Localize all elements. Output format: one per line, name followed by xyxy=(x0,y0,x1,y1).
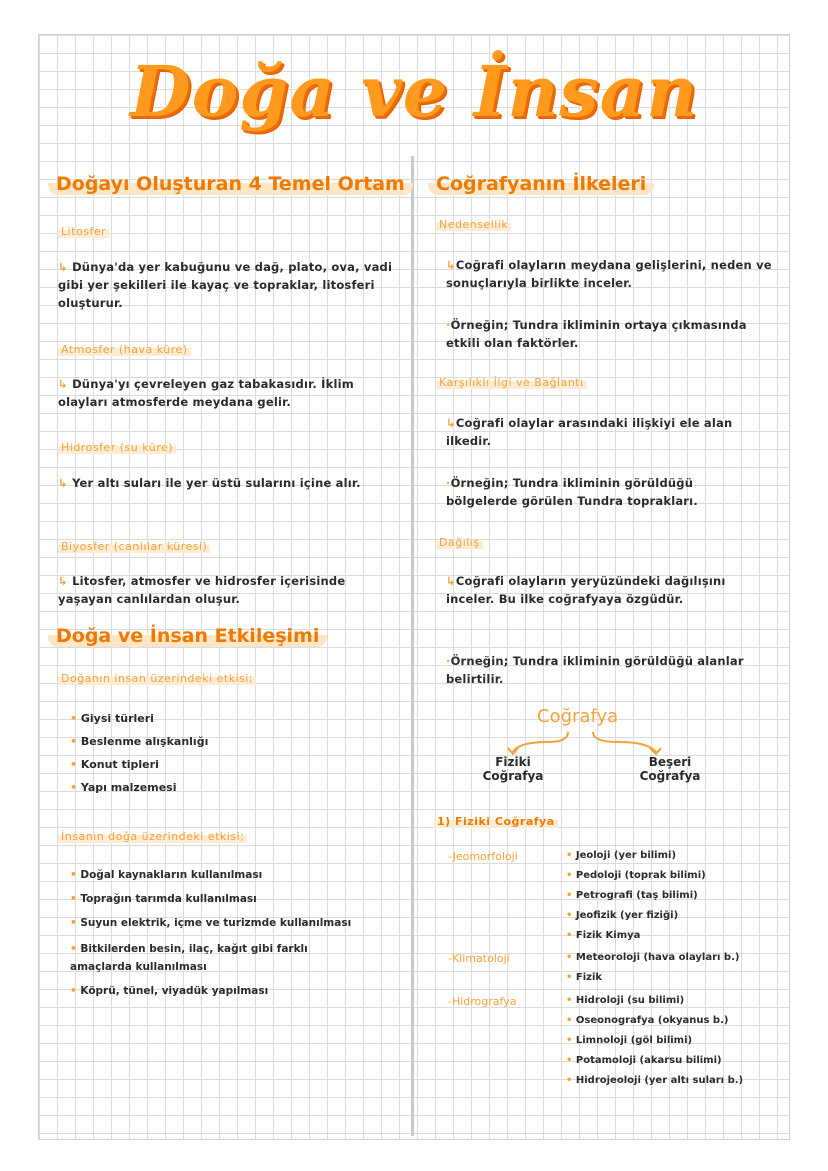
cat-hidrografya: -Hidrografya xyxy=(448,995,517,1008)
label-biyosfer: Biyosfer (canlılar küresi) xyxy=(58,540,210,553)
list-doga-etkisi xyxy=(70,707,208,799)
label-hidrosfer: Hidrosfer (su küre) xyxy=(58,441,176,454)
list-item: • Fizik Kimya xyxy=(566,926,706,946)
text-nedensellik-body: Coğrafi olayların meydana gelişlerini, neden ve sonuçlarıyla birlikte inceler. xyxy=(446,258,772,290)
list-insan-etkisi xyxy=(70,866,370,1006)
list-item: • Suyun elektrik, içme ve turizmde kullanılması xyxy=(70,914,370,932)
heading-fiziki-cografya: 1) Fiziki Coğrafya xyxy=(434,815,558,828)
label-atmosfer: Atmosfer (hava küre) xyxy=(58,343,191,356)
text-nedensellik: ↳Coğrafi olayların meydana gelişlerini, neden ve sonuçlarıyla birlikte inceler. xyxy=(446,258,772,290)
list-item: • Toprağın tarımda kullanılması xyxy=(70,890,370,908)
list-jeomorfoloji xyxy=(566,846,706,946)
label-insan-doga: İnsanın doğa üzerindeki etkisi; xyxy=(58,830,247,843)
heading-etkilesim: Doğa ve İnsan Etkileşimi xyxy=(48,625,327,647)
tree-root-cografya: Coğrafya xyxy=(537,706,619,727)
example-karsilikli-body: Örneğin; Tundra ikliminin görüldüğü bölgelerde görülen Tundra toprakları. xyxy=(446,476,698,508)
list-item: • Oseonografya (okyanus b.) xyxy=(566,1011,743,1031)
list-item: • Limnoloji (göl bilimi) xyxy=(566,1031,743,1051)
label-dagilis: Dağılış xyxy=(436,536,483,549)
heading-ilkeler: Coğrafyanın İlkeleri xyxy=(428,173,654,195)
example-nedensellik: ·Örneğin; Tundra ikliminin ortaya çıkmasında etkili olan faktörler. xyxy=(446,318,747,350)
text-litosfer: ↳ Dünya'da yer kabuğunu ve dağ, plato, ova, vadi gibi yer şekilleri ile kayaç ve topraklar, litosferi oluşturur. xyxy=(58,260,393,310)
example-dagilis-body: Örneğin; Tundra ikliminin görüldüğü alanlar belirtilir. xyxy=(446,654,744,686)
list-item: • Fizik xyxy=(566,968,739,988)
text-biyosfer-body: Litosfer, atmosfer ve hidrosfer içerisinde yaşayan canlılardan oluşur. xyxy=(58,574,346,606)
list-item: • Hidrojeoloji (yer altı suları b.) xyxy=(566,1071,743,1091)
label-nedensellik: Nedensellik xyxy=(436,218,511,231)
list-klimatoloji xyxy=(566,948,739,988)
text-dagilis: ↳Coğrafi olayların yeryüzündeki dağılışını inceler. Bu ilke coğrafyaya özgüdür. xyxy=(446,574,726,606)
tree-leaf-fiziki: Fiziki Coğrafya xyxy=(482,755,544,783)
text-hidrosfer-body: Yer altı suları ile yer üstü sularını içine alır. xyxy=(72,476,361,490)
list-hidrografya xyxy=(566,991,743,1091)
label-karsilikli-ilgi: Karşılıklı İlgi ve Bağlantı xyxy=(436,376,587,389)
list-item: • Doğal kaynakların kullanılması xyxy=(70,866,370,884)
label-litosfer: Litosfer xyxy=(58,225,109,238)
column-divider xyxy=(411,156,414,1136)
tree-arrows xyxy=(488,726,688,756)
list-item: • Potamoloji (akarsu bilimi) xyxy=(566,1051,743,1071)
example-dagilis: ·Örneğin; Tundra ikliminin görüldüğü alanlar belirtilir. xyxy=(446,654,744,686)
list-item: • Meteoroloji (hava olayları b.) xyxy=(566,948,739,968)
text-atmosfer: ↳ Dünya'yı çevreleyen gaz tabakasıdır. İklim olayları atmosferde meydana gelir. xyxy=(58,377,354,409)
text-litosfer-body: Dünya'da yer kabuğunu ve dağ, plato, ova, vadi gibi yer şekilleri ile kayaç ve topraklar, litosferi oluşturur. xyxy=(58,260,393,310)
text-atmosfer-body: Dünya'yı çevreleyen gaz tabakasıdır. İklim olayları atmosferde meydana gelir. xyxy=(58,377,354,409)
text-hidrosfer: ↳ Yer altı suları ile yer üstü sularını içine alır. xyxy=(58,476,361,490)
label-doga-insan: Doğanın insan üzerindeki etkisi; xyxy=(58,672,256,685)
list-item: • Köprü, tünel, viyadük yapılması xyxy=(70,982,370,1000)
list-item: • Beslenme alışkanlığı xyxy=(70,730,208,753)
list-item: • Jeoloji (yer bilimi) xyxy=(566,846,706,866)
text-biyosfer: ↳ Litosfer, atmosfer ve hidrosfer içerisinde yaşayan canlılardan oluşur. xyxy=(58,574,346,606)
list-item: • Yapı malzemesi xyxy=(70,776,208,799)
page-title: Doğa ve İnsan xyxy=(130,50,698,133)
tree-leaf-beseri: Beşeri Coğrafya xyxy=(639,755,701,783)
heading-temel-ortam: Doğayı Oluşturan 4 Temel Ortam xyxy=(48,173,413,195)
list-item: • Pedoloji (toprak bilimi) xyxy=(566,866,706,886)
list-item: • Bitkilerden besin, ilaç, kağıt gibi farklı amaçlarda kullanılması xyxy=(70,940,370,976)
example-karsilikli-ilgi: ·Örneğin; Tundra ikliminin görüldüğü bölgelerde görülen Tundra toprakları. xyxy=(446,476,698,508)
cat-klimatoloji: -Klimatoloji xyxy=(448,952,510,965)
list-item: • Jeofizik (yer fiziği) xyxy=(566,906,706,926)
text-karsilikli-body: Coğrafi olaylar arasındaki ilişkiyi ele alan ilkedir. xyxy=(446,416,733,448)
list-item: • Hidroloji (su bilimi) xyxy=(566,991,743,1011)
list-item: • Giysi türleri xyxy=(70,707,208,730)
example-nedensellik-body: Örneğin; Tundra ikliminin ortaya çıkmasında etkili olan faktörler. xyxy=(446,318,747,350)
list-item: • Petrografi (taş bilimi) xyxy=(566,886,706,906)
cat-jeomorfoloji: -Jeomorfoloji xyxy=(448,850,518,863)
text-karsilikli-ilgi: ↳Coğrafi olaylar arasındaki ilişkiyi ele alan ilkedir. xyxy=(446,416,733,448)
list-item: • Konut tipleri xyxy=(70,753,208,776)
text-dagilis-body: Coğrafi olayların yeryüzündeki dağılışını inceler. Bu ilke coğrafyaya özgüdür. xyxy=(446,574,726,606)
